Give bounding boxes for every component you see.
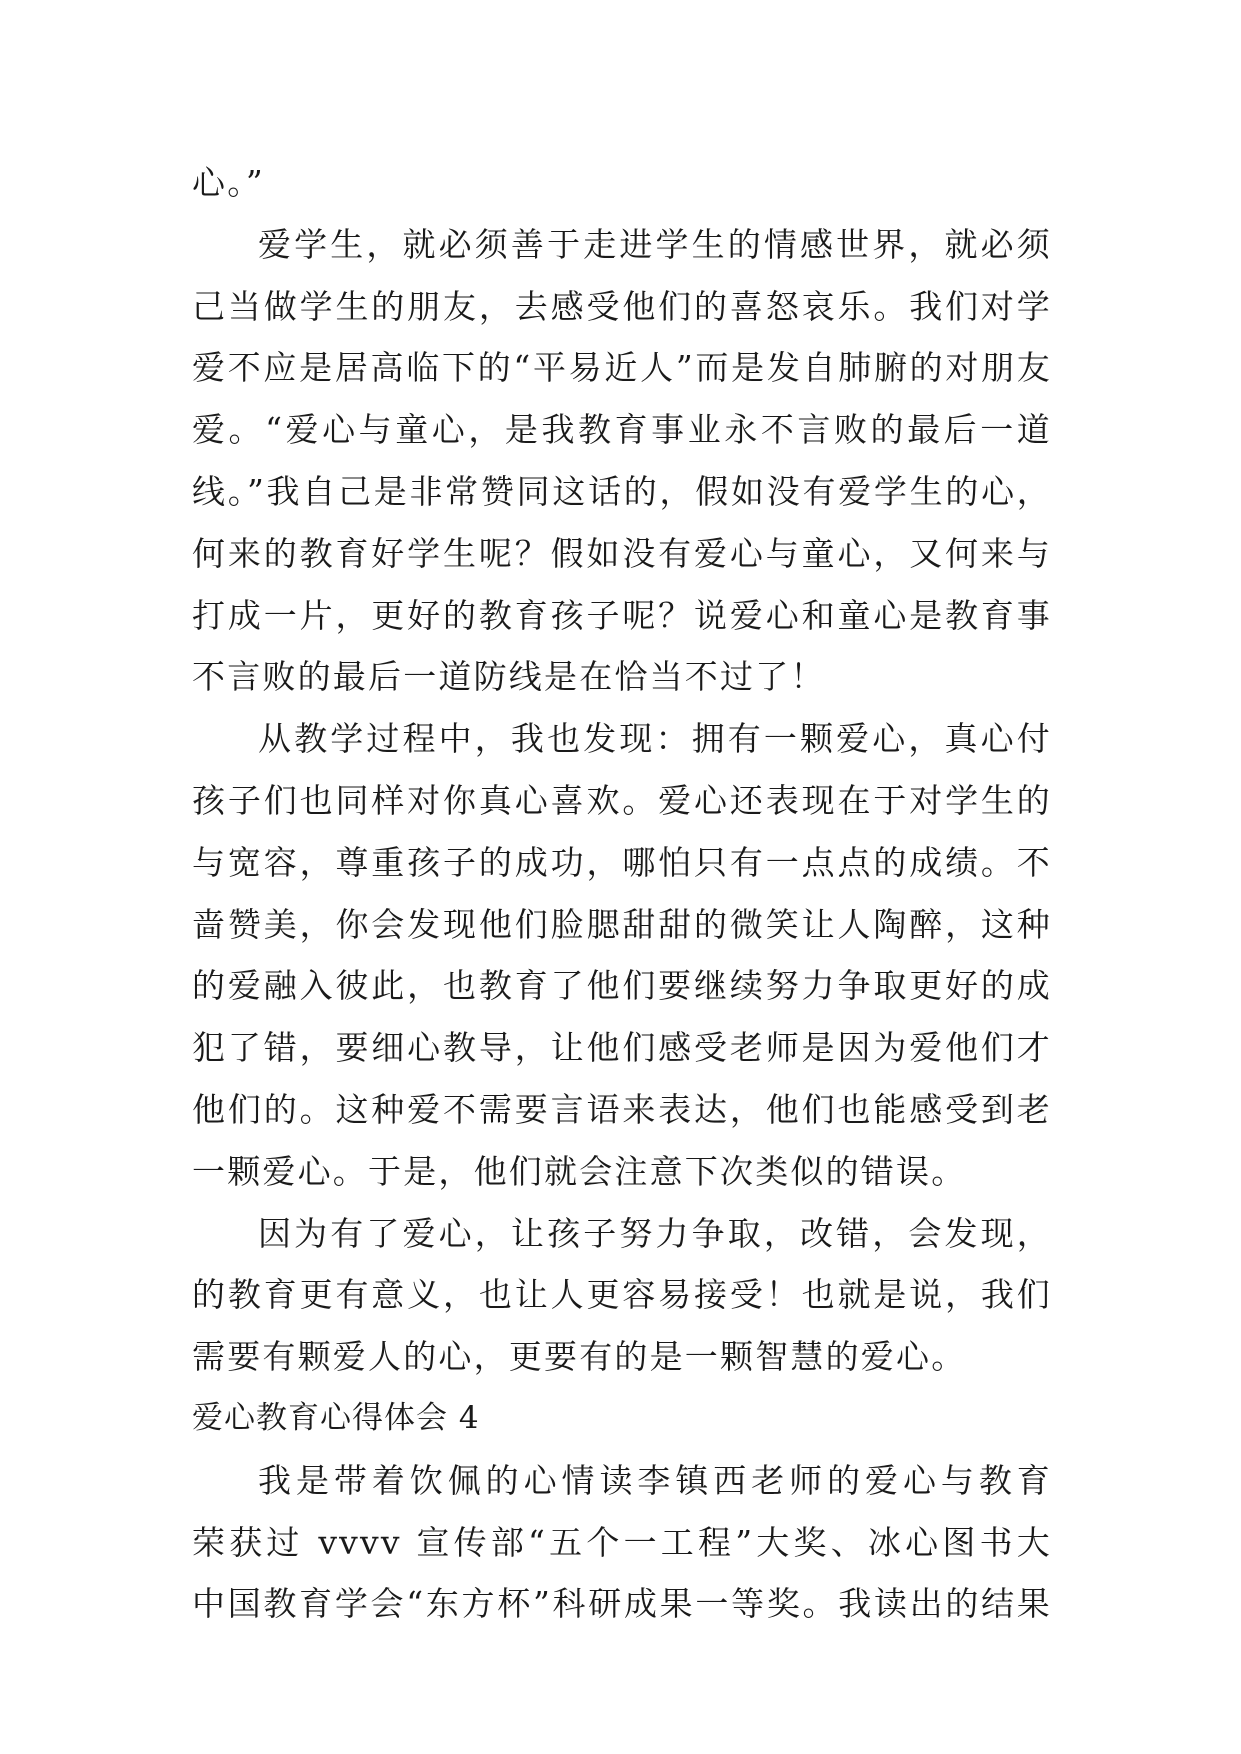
text-line: 孩子们也同样对你真心喜欢。爱心还表现在于对学生的 <box>192 780 1052 820</box>
text-line: 中国教育学会“东方杯”科研成果一等奖。我读出的结果 <box>192 1584 1052 1624</box>
text-line: 心。” <box>192 163 265 202</box>
text-line: 啬赞美，你会发现他们脸腮甜甜的微笑让人陶醉，这种 <box>192 904 1052 944</box>
text-line: 己当做学生的朋友，去感受他们的喜怒哀乐。我们对学 <box>192 286 1052 326</box>
paragraph <box>192 1203 1052 1388</box>
text-line: 因为有了爱心，让孩子努力争取，改错，会发现， <box>258 1213 1052 1253</box>
paragraph <box>192 214 1052 708</box>
text-line: 他们的。这种爱不需要言语来表达，他们也能感受到老 <box>192 1089 1052 1129</box>
text-line: 犯了错，要细心教导，让他们感受老师是因为爱他们才 <box>192 1028 1052 1068</box>
text-line: 与宽容，尊重孩子的成功，哪怕只有一点点的成绩。不 <box>192 842 1052 882</box>
text-line: 爱不应是居高临下的“平易近人”而是发自肺腑的对朋友 <box>192 348 1052 388</box>
paragraph <box>192 152 1052 214</box>
document-page <box>192 152 1052 1635</box>
text-line: 线。”我自己是非常赞同这话的，假如没有爱学生的心， <box>192 471 1052 511</box>
text-line: 何来的教育好学生呢？假如没有爱心与童心，又何来与 <box>192 533 1052 573</box>
section-heading: 爱心教育心得体会 4 <box>192 1399 480 1436</box>
paragraph <box>192 1450 1052 1635</box>
text-line: 爱。“爱心与童心，是我教育事业永不言败的最后一道 <box>192 410 1052 450</box>
text-line: 一颗爱心。于是，他们就会注意下次类似的错误。 <box>192 1151 967 1191</box>
text-line: 我是带着饮佩的心情读李镇西老师的爱心与教育 <box>258 1460 1052 1500</box>
text-line: 打成一片，更好的教育孩子呢？说爱心和童心是教育事 <box>192 595 1052 635</box>
text-line: 的教育更有意义，也让人更容易接受！也就是说，我们 <box>192 1275 1052 1315</box>
text-line: 需要有颗爱人的心，更要有的是一颗智慧的爱心。 <box>192 1337 967 1377</box>
text-line: 爱学生，就必须善于走进学生的情感世界，就必须 <box>258 224 1052 264</box>
text-line: 荣获过 vvvv 宣传部“五个一工程”大奖、冰心图书大 <box>192 1522 1052 1562</box>
text-line: 的爱融入彼此，也教育了他们要继续努力争取更好的成 <box>192 966 1052 1006</box>
text-line: 不言败的最后一道防线是在恰当不过了！ <box>192 657 826 697</box>
text-line: 从教学过程中，我也发现：拥有一颗爱心，真心付 <box>258 719 1052 759</box>
paragraph <box>192 708 1052 1202</box>
